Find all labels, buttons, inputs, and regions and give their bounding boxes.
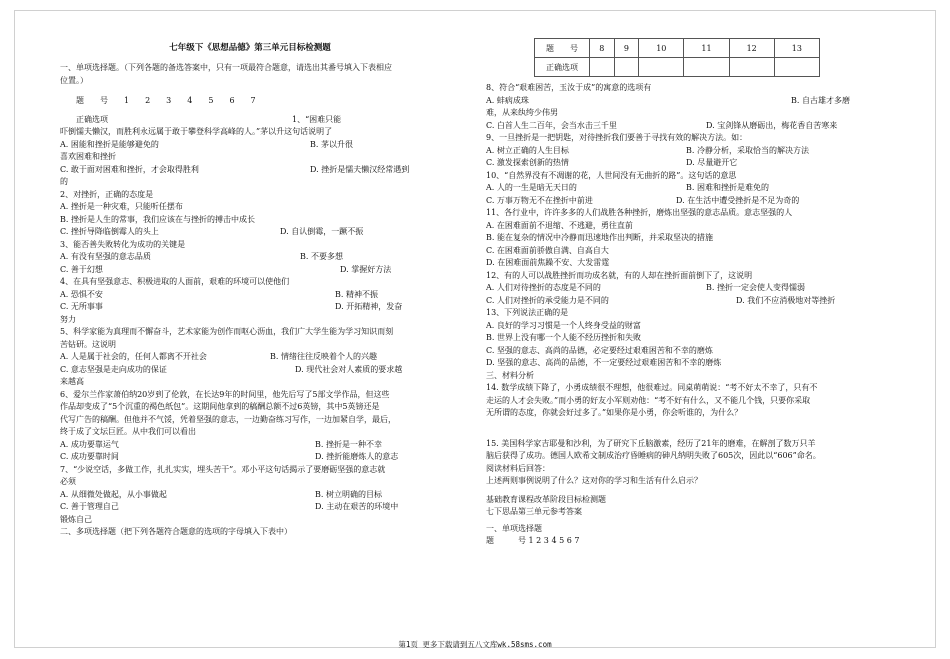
option-row [60, 164, 440, 177]
table-cell-number: 12 [729, 39, 774, 58]
option: C. 坚强的意志、高尚的品德，必定要经过艰难困苦和不幸的磨炼 [486, 345, 713, 355]
question-text: 10、“自然界没有不凋谢的花，人世间没有无曲折的路”。这句话的意思 [486, 170, 737, 180]
option-row [486, 120, 881, 133]
option: C. 无所事事 [60, 302, 103, 311]
option: D. 现代社会对人素质的要求越 [295, 364, 403, 374]
option: D. 主动在艰苦的环境中 [315, 502, 399, 511]
option: D. 掌握好方法 [340, 264, 392, 274]
option: C. 万事万物无不在挫折中前进 [486, 195, 593, 205]
option: D. 挫折能磨炼人的意志 [315, 452, 399, 461]
option: A. 蚌病成珠 [486, 95, 529, 105]
answer-key-title: 基础教育课程改革阶段目标检测题 [486, 494, 606, 504]
table-answer-label: 正确选项 [535, 58, 590, 77]
option-row [60, 451, 440, 464]
question-text: 3、能否善失败转化为成功的关键是 [60, 239, 186, 249]
question-text: 苦钻研。这说明 [60, 339, 116, 349]
option: B. 挫折是人生的常事，我们应该在与挫折的搏击中成长 [60, 214, 255, 224]
option: A. 恐惧不安 [60, 289, 103, 299]
question-text: 终于成了文坛巨匠。从中我们可以看出 [60, 427, 196, 436]
option: D. 宝剑锋从磨砺出，梅花香自苦寒来 [706, 120, 838, 130]
option: 难，从来纨绔少伟男 [486, 108, 558, 117]
question-text: 走运的人才会失败。”而小勇的好友小军则劝他：“考不好有什么，又不能几个钱，只要你采取 [486, 395, 811, 405]
option-row [486, 282, 881, 295]
option: D. 在生活中遭受挫折是不足为奇的 [676, 195, 800, 205]
question-text: 阅读材料后回答： [486, 463, 550, 473]
table-cell-number: 13 [774, 39, 819, 58]
option-row [486, 195, 881, 208]
option: A. 在困难面前不退缩、不逃避，勇往直前 [486, 220, 633, 230]
section-heading: 一、单项选择题 [486, 523, 542, 533]
table-answer-cell [729, 58, 774, 77]
option: 来越高 [60, 377, 84, 386]
question-text: 15. 美国科学家吉耶曼和沙利，为了研究下丘脑激素，经历了21年的磨难，在解剖了数万只羊 [486, 438, 816, 448]
question-text: 14. 数学成绩下降了，小勇成绩很不理想，他很难过。同桌萌萌说：“考不好太不幸了，只有不 [486, 383, 818, 392]
option: A. 有没有坚强的意志品质 [60, 252, 151, 261]
question-text: 代写广告的稿酬。但他并不气馁，凭着坚强的意志，一边勤奋练习写作，一边加紧自学，最后， [60, 414, 396, 424]
option-row [60, 439, 440, 452]
option-row [60, 489, 440, 502]
option-row [60, 351, 440, 364]
option: B. 世界上没有哪一个人能不经历挫折和失败 [486, 333, 641, 342]
table-cell-number: 10 [639, 39, 684, 58]
question-text: 12、有的人可以战胜挫折而功成名就，有的人却在挫折面前倒下了，这说明 [486, 270, 753, 280]
question-text: 上述两则事例说明了什么？这对你的学习和生活有什么启示？ [486, 476, 702, 485]
right-column [486, 82, 881, 548]
option: C. 成功要靠时间 [60, 452, 119, 461]
option: C. 在困难面前骄傲自满、自高自大 [486, 245, 609, 255]
option: A. 挫折是一种灾难，只能听任摆布 [60, 202, 183, 211]
option: B. 树立明确的目标 [315, 489, 382, 499]
option-row [60, 301, 440, 314]
option: 喜欢困难和挫折 [60, 152, 116, 161]
option: C. 挫折导降临倒霉人的头上 [60, 227, 159, 236]
answer-key-header: 题 号 1 2 3 4 5 6 7 [486, 536, 580, 545]
question-text: 脑后获得了成功。德国人欧希文制成治疗昏睡病的砷凡纳明失败了605次，因此以“606”命名。 [486, 451, 821, 460]
option-row [60, 364, 440, 377]
option-row [486, 182, 881, 195]
option-row [60, 226, 440, 239]
answer-key-subtitle: 七下思品第三单元参考答案 [486, 507, 582, 516]
option: 锻炼自己 [60, 514, 92, 524]
option-row [486, 145, 881, 158]
option: C. 白首人生二百年，会当水击三千里 [486, 120, 617, 130]
question-text: 8、符合“艰难困苦，玉汝于成”的寓意的选项有 [486, 83, 652, 92]
option-row [60, 501, 440, 514]
question-text: 无所谓的态度，你就会好过多了。”如果你是小勇，你会听谁的，为什么？ [486, 408, 743, 417]
option: A. 人的一生是暗无天日的 [486, 183, 577, 192]
option-row [60, 289, 440, 302]
option: D. 尽量避开它 [686, 158, 738, 167]
option: B. 情绪往往反映着个人的兴趣 [270, 352, 377, 361]
option-row [486, 295, 881, 308]
option: A. 人是属于社会的，任何人都离不开社会 [60, 352, 207, 361]
option: B. 挫折一定会使人变得懦弱 [706, 283, 805, 292]
question-text: 9、一旦挫折是一把钥匙，对待挫折我们要善于寻找有效的解决方法。如： [486, 133, 748, 142]
option: A. 从细微处做起，从小事做起 [60, 489, 167, 499]
option: C. 意志坚强是走向成功的保证 [60, 364, 167, 374]
page-footer: 第1页 更多下载请到五八文库wk.58sms.com [398, 640, 552, 649]
table-cell-number: 8 [590, 39, 615, 58]
option: D. 挫折是懦夫懒汉经常遇到 [310, 164, 410, 174]
option: A. 良好的学习习惯是一个人终身受益的财富 [486, 320, 641, 330]
option: A. 人们对待挫折的态度是不同的 [486, 283, 601, 292]
table-header-label: 题 号 [535, 39, 590, 58]
option: D. 坚强的意志、高尚的品德，不一定要经过艰难困苦和不幸的磨炼 [486, 358, 722, 367]
table-cell-number: 9 [614, 39, 639, 58]
section1-intro: 位置。） [60, 75, 88, 85]
option-row [60, 139, 440, 152]
option: 的 [60, 177, 68, 186]
option: A. 树立正确的人生目标 [486, 145, 569, 155]
option: B. 挫折是一种不幸 [315, 439, 382, 449]
option: C. 敢于面对困难和挫折，才会取得胜利 [60, 164, 199, 174]
question-text: 7、“少说空话，多做工作，扎扎实实，埋头苦干”。邓小平这句话揭示了要磨砺坚强的意志就 [60, 464, 386, 474]
option: D. 在困难面前焦躁不安、大发雷霆 [486, 258, 610, 267]
table-row-numbers [535, 39, 820, 58]
option: B. 自古雄才多磨 [791, 95, 850, 105]
table-answer-cell [639, 58, 684, 77]
section1-intro: 一、单项选择题。（下列各题的备选答案中，只有一项最符合题意，请选出其番号填入下表相应 [60, 63, 392, 72]
question-text: 6、爱尔兰作家萧伯纳20岁到了伦敦，在长达9年的时间里，他先后写了5部文学作品，但这些 [60, 389, 390, 399]
question-text: 11、各行业中，许许多多的人们战胜各种挫折，磨炼出坚强的意志品质。意志坚强的人 [486, 208, 793, 217]
option-row [486, 95, 881, 108]
option: C. 激发探索创新的热情 [486, 158, 569, 167]
question-text: 作品却变成了“5个沉重的褐色纸包”。这期间他拿到的稿酬总额不过6英镑，其中5英镑还是 [60, 402, 380, 411]
option: B. 冷静分析，采取恰当的解决方法 [686, 145, 809, 155]
option: B. 能在复杂的情况中冷静而迅速地作出判断，并采取坚决的措施 [486, 233, 713, 242]
table-answer-cell [684, 58, 729, 77]
option: 努力 [60, 314, 76, 324]
option: D. 开拓精神，发奋 [335, 302, 403, 311]
answer-table-8-13 [534, 38, 820, 77]
question-text: 13、下列说法正确的是 [486, 308, 569, 317]
question-text: 正确选项 1、“困难只能 [76, 114, 342, 124]
table-answer-cell [590, 58, 615, 77]
option: A. 成功要靠运气 [60, 439, 119, 449]
table-cell-number: 11 [684, 39, 729, 58]
option: B. 茅以升很 [310, 139, 353, 149]
option: B. 不要多想 [300, 252, 343, 261]
option-row [60, 251, 440, 264]
option: C. 善于管理自己 [60, 502, 119, 511]
question-text: 2、对挫折，正确的态度是 [60, 189, 154, 199]
section-heading: 三、材料分析 [486, 370, 534, 380]
option-row [60, 264, 440, 277]
option: A. 困能和挫折是能够避免的 [60, 139, 159, 149]
question-text: 必须 [60, 477, 76, 486]
option: C. 善于幻想 [60, 264, 103, 274]
document-title: 七年级下《思想品德》第三单元目标检测题 [169, 43, 331, 53]
question-text: 5、科学家能为真理而不懈奋斗，艺术家能为创作而呕心沥血，我们广大学生能为学习知识而刻 [60, 327, 394, 336]
table-answer-cell [774, 58, 819, 77]
question-text: 4、在具有坚强意志、积极进取的人面前，艰难的环境可以使他们 [60, 277, 290, 286]
option: C. 人们对挫折的承受能力是不同的 [486, 295, 609, 305]
table-row-answers [535, 58, 820, 77]
option: B. 精神不振 [335, 289, 378, 299]
table-answer-cell [614, 58, 639, 77]
option: D. 自认倒霉，一蹶不振 [280, 227, 364, 236]
section-heading: 二、多项选择题（把下列各题符合题意的选项的字母填入下表中） [60, 527, 292, 536]
option: B. 困难和挫折是难免的 [686, 183, 769, 192]
option-row [486, 157, 881, 170]
question-text: 吓倒懦夫懒汉，而胜利永远属于敢于攀登科学高峰的人。”茅以升这句话说明了 [60, 127, 333, 136]
score-header-row: 题 号 1 2 3 4 5 6 7 [76, 96, 256, 105]
option: D. 我们不应消极地对等挫折 [736, 295, 836, 305]
left-column [60, 42, 440, 539]
